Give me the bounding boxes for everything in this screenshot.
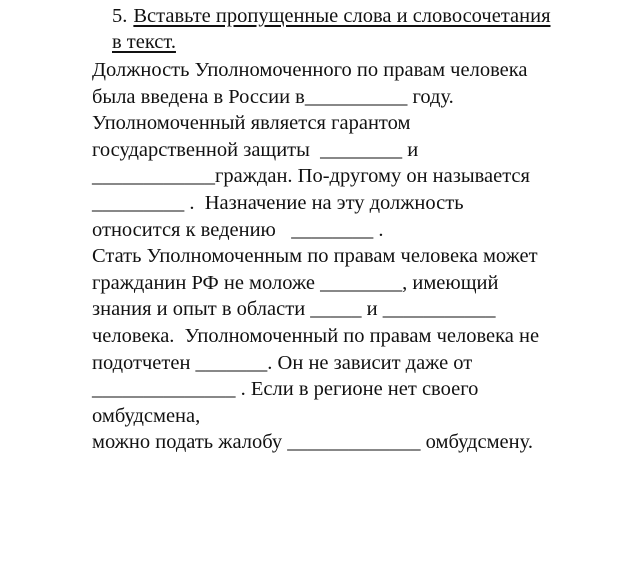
text-line: была введена в России в__________ году.: [92, 85, 454, 108]
text-line: _________ . Назначение на эту должность: [92, 191, 464, 214]
text-line: человека. Уполномоченный по правам человека не: [92, 324, 540, 347]
task-title-part-2: в текст.: [112, 31, 176, 53]
text-line: относится к ведению ________ .: [92, 218, 384, 241]
text-line: Уполномоченный является гарантом: [92, 112, 411, 135]
exercise-text: [92, 57, 632, 456]
text-line: подотчетен _______. Он не зависит даже от: [92, 351, 473, 374]
task-number: 5.: [112, 5, 128, 27]
task-heading-line-1: [112, 3, 612, 29]
text-line: Должность Уполномоченного по правам человека: [92, 59, 528, 81]
text-line: омбудсмена,: [92, 404, 201, 427]
task-heading: [112, 3, 612, 55]
task-title-part-1: Вставьте пропущенные слова и словосочетания: [133, 5, 551, 27]
text-line: гражданин РФ не моложе ________, имеющий: [92, 271, 499, 294]
task-heading-line-2: [112, 29, 612, 55]
text-line: ______________ . Если в регионе нет своего: [92, 378, 479, 401]
text-line: Стать Уполномоченным по правам человека может: [92, 245, 538, 268]
text-line: знания и опыт в области _____ и ___________: [92, 298, 496, 321]
text-line: государственной защиты ________ и: [92, 138, 419, 161]
text-line: ____________граждан. По-другому он называется: [92, 165, 530, 188]
text-line: можно подать жалобу _____________ омбудсмену.: [92, 431, 533, 454]
